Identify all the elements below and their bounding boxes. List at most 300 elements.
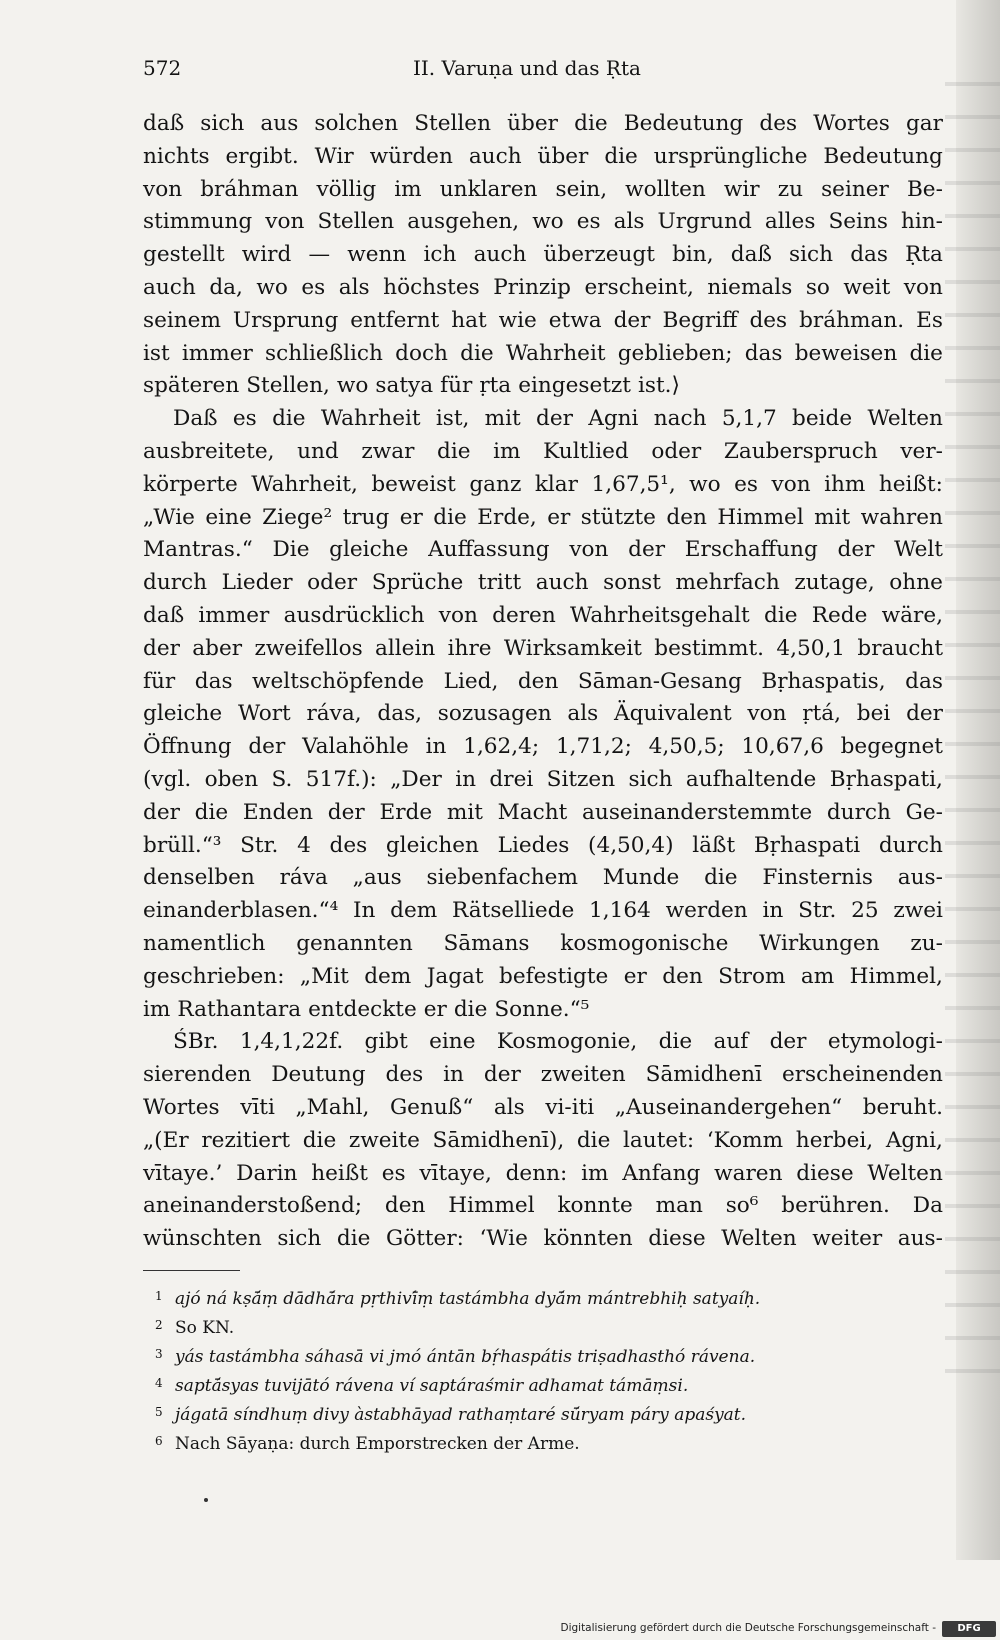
word: zweifellos xyxy=(254,635,363,661)
word: Bṛhaspati, xyxy=(829,766,943,792)
word: kosmogonische xyxy=(560,930,729,956)
stray-mark xyxy=(204,1498,208,1502)
text-line xyxy=(143,338,943,371)
dfg-logo: DFG xyxy=(942,1621,996,1637)
footnote xyxy=(155,1428,935,1457)
word: Wirkungen xyxy=(759,930,880,956)
word: weltschöpfende xyxy=(252,668,425,694)
word: sich xyxy=(628,766,673,792)
word: erscheint, xyxy=(584,274,694,300)
word: wo xyxy=(336,373,369,399)
word: Wortes xyxy=(813,111,890,136)
word: gibt xyxy=(364,1029,408,1055)
word: berühren. xyxy=(781,1193,890,1219)
word: zwei xyxy=(893,898,943,924)
word: 1,164 xyxy=(589,898,651,924)
word: Welt xyxy=(894,537,943,563)
footnote-divider xyxy=(143,1270,240,1271)
word: der xyxy=(143,635,180,661)
word: Lied, xyxy=(443,668,499,694)
text-line xyxy=(143,994,943,1027)
word: Bṛhaspati xyxy=(753,832,861,858)
word: die xyxy=(764,602,798,628)
footnote-text: So KN. xyxy=(175,1318,235,1338)
word: Es xyxy=(916,307,943,333)
word: der xyxy=(327,799,365,825)
word: bestimmt. xyxy=(654,635,765,661)
word: Die xyxy=(272,537,310,563)
word: Liedes xyxy=(497,832,570,858)
word: ŚBr. xyxy=(173,1029,219,1055)
word: wünschten xyxy=(143,1226,262,1252)
word: Wort xyxy=(237,701,291,727)
word: etwa xyxy=(548,307,602,333)
word: nichts xyxy=(143,143,210,169)
word: Rathantara xyxy=(177,996,302,1022)
word: „(Er xyxy=(143,1127,189,1153)
word: für xyxy=(143,668,176,694)
word: Öffnung xyxy=(143,734,232,760)
word: von xyxy=(265,209,305,235)
word: ‘Wie xyxy=(479,1226,528,1252)
word: so⁶ xyxy=(725,1193,759,1219)
word: seiner xyxy=(821,176,889,202)
footnote-text: Nach Sāyaṇa: durch Emporstrecken der Arme. xyxy=(175,1434,580,1454)
word: Agni, xyxy=(885,1127,943,1153)
footnote-text: saptā́syas tuvijātó rávena ví saptáraśmir adhamat támāṃsi. xyxy=(175,1376,689,1396)
word: Wahrheitsgehalt xyxy=(570,602,750,628)
word: Strom xyxy=(718,963,786,989)
word: genannten xyxy=(296,930,413,956)
word: lautet: xyxy=(623,1127,695,1153)
word: vītaye.’ xyxy=(143,1160,223,1186)
text-line xyxy=(143,239,943,272)
word: 1,67,5¹, xyxy=(591,471,676,497)
word: „Wie xyxy=(143,504,195,530)
word: mit xyxy=(484,406,521,432)
word: entdeckte xyxy=(308,996,417,1022)
word: über xyxy=(537,143,589,169)
word: (vgl. xyxy=(143,766,192,792)
word: er xyxy=(547,504,571,530)
word: im xyxy=(143,996,171,1022)
word: durch xyxy=(143,570,208,596)
word: siebenfachem xyxy=(426,865,578,891)
word: Ursprung xyxy=(232,307,339,333)
word: trug xyxy=(342,504,390,530)
word: aus- xyxy=(897,1226,943,1252)
word: des xyxy=(329,832,368,858)
word: eingesetzt xyxy=(518,373,631,399)
word: aneinanderstoßend; xyxy=(143,1193,363,1219)
page-header xyxy=(143,56,943,88)
word: (4,50,4) xyxy=(588,832,674,858)
text-line xyxy=(143,534,943,567)
word: unklaren xyxy=(439,176,538,202)
word: am xyxy=(800,963,835,989)
word: Äquivalent xyxy=(614,701,732,727)
word: als xyxy=(493,1094,525,1120)
word: wo xyxy=(689,471,721,497)
word: zutage, xyxy=(794,570,875,596)
word: 5,1,7 xyxy=(721,406,777,432)
footnote-text: jágatā síndhuṃ divy àstabhāyad rathaṃtaré sū́ryam páry apaśyat. xyxy=(175,1405,747,1425)
text-line xyxy=(143,567,943,600)
word: von xyxy=(438,602,478,628)
word: solchen xyxy=(314,111,399,136)
word: immer xyxy=(181,340,253,366)
word: bráhman xyxy=(200,176,299,202)
word: Wir xyxy=(314,143,354,169)
word: Stellen, xyxy=(246,373,330,399)
word: den xyxy=(666,504,707,530)
word: völlig xyxy=(316,176,377,202)
word: Wortes xyxy=(143,1094,220,1120)
text-line xyxy=(143,830,943,863)
word: denn: xyxy=(505,1160,568,1186)
word: Daß xyxy=(173,406,218,432)
funding-note: Digitalisierung gefördert durch die Deutsche Forschungsgemeinschaft - xyxy=(560,1622,936,1634)
word: daß xyxy=(730,242,772,268)
word: den xyxy=(517,668,559,694)
word: es xyxy=(232,406,257,432)
word: 10,67,6 xyxy=(741,734,824,760)
word: der xyxy=(143,799,180,825)
word: niemals xyxy=(707,274,793,300)
text-line xyxy=(143,764,943,797)
word: auch xyxy=(473,242,527,268)
word: „aus xyxy=(352,865,402,891)
text-line xyxy=(143,370,943,403)
word: wir xyxy=(723,176,760,202)
word: zwar xyxy=(361,438,415,464)
word: 1,71,2; xyxy=(555,734,632,760)
word: Sāmidhenī xyxy=(645,1062,762,1088)
footnote-number: 6 xyxy=(155,1434,163,1448)
word: Seins xyxy=(828,209,888,235)
word: höchstes xyxy=(383,274,480,300)
word: er xyxy=(623,963,647,989)
word: sich xyxy=(200,111,245,136)
word: Urgrund xyxy=(657,209,752,235)
word: das xyxy=(194,668,233,694)
word: ver- xyxy=(900,438,943,464)
word: Lieder xyxy=(221,570,293,596)
word: den xyxy=(662,963,703,989)
word: auch xyxy=(468,143,522,169)
word: mehrfach xyxy=(675,570,780,596)
word: das, xyxy=(377,701,423,727)
word: es xyxy=(301,274,326,300)
word: „Der xyxy=(390,766,442,792)
word: er xyxy=(399,504,423,530)
text-line xyxy=(143,403,943,436)
text-line xyxy=(143,698,943,731)
word: im xyxy=(581,1160,609,1186)
word: In xyxy=(352,898,376,924)
word: Wahrheit xyxy=(320,406,421,432)
text-line xyxy=(143,206,943,239)
text-line xyxy=(143,1158,943,1191)
word: in xyxy=(762,898,784,924)
word: „Mit xyxy=(299,963,349,989)
word: S. xyxy=(271,766,293,792)
word: der xyxy=(628,537,666,563)
word: Mantras.“ xyxy=(143,537,253,563)
word: die xyxy=(604,143,638,169)
word: Be- xyxy=(906,176,943,202)
word: werden xyxy=(665,898,748,924)
word: aber xyxy=(192,635,243,661)
word: geschrieben: xyxy=(143,963,285,989)
word: das xyxy=(905,668,943,694)
word: denselben xyxy=(143,865,255,891)
word: das xyxy=(744,340,783,366)
word: Sāmidhenī), xyxy=(432,1127,565,1153)
word: Da xyxy=(912,1193,943,1219)
word: hat xyxy=(451,307,487,333)
word: Götter: xyxy=(385,1226,464,1252)
word: des xyxy=(749,307,788,333)
word: auch xyxy=(535,570,589,596)
word: mit xyxy=(814,504,851,530)
word: die xyxy=(272,406,306,432)
word: wo xyxy=(532,209,564,235)
word: waren xyxy=(714,1160,783,1186)
word: die xyxy=(433,504,467,530)
text-line xyxy=(143,666,943,699)
word: Deutung xyxy=(271,1062,366,1088)
word: wahren xyxy=(860,504,943,530)
footnotes xyxy=(155,1283,935,1457)
word: beweisen xyxy=(794,340,898,366)
word: Str. xyxy=(798,898,837,924)
word: auch xyxy=(143,274,196,300)
word: heißt xyxy=(311,1160,368,1186)
word: die xyxy=(658,1029,693,1055)
word: dem xyxy=(364,963,412,989)
word: diese xyxy=(796,1160,854,1186)
word: bin, xyxy=(672,242,714,268)
word: ohne xyxy=(889,570,943,596)
word: dem xyxy=(390,898,438,924)
text-line xyxy=(143,928,943,961)
word: vi-iti xyxy=(545,1094,595,1120)
word: in xyxy=(425,734,447,760)
word: erscheinenden xyxy=(781,1062,943,1088)
word: allein xyxy=(375,635,436,661)
word: von xyxy=(903,274,943,300)
word: ṛta xyxy=(479,373,512,399)
word: als xyxy=(338,274,370,300)
word: immer xyxy=(198,602,270,628)
word: die xyxy=(302,1127,337,1153)
footnote xyxy=(155,1341,935,1370)
word: ist, xyxy=(435,406,470,432)
word: späteren xyxy=(143,373,240,399)
word: Rede xyxy=(811,602,868,628)
word: 517f.): xyxy=(305,766,377,792)
word: eine xyxy=(205,504,252,530)
word: es xyxy=(576,209,601,235)
word: Prinzip xyxy=(493,274,571,300)
word: ist.⟩ xyxy=(637,373,680,399)
word: Macht xyxy=(497,799,568,825)
word: herbei, xyxy=(795,1127,874,1153)
word: gestellt xyxy=(143,242,225,268)
text-line xyxy=(143,141,943,174)
word: Genuß“ xyxy=(389,1094,474,1120)
text-line xyxy=(143,1125,943,1158)
word: stützte xyxy=(580,504,656,530)
word: der xyxy=(483,1062,521,1088)
word: bei xyxy=(856,701,891,727)
word: Himmel, xyxy=(849,963,943,989)
word: ganz xyxy=(469,471,522,497)
word: sierenden xyxy=(143,1062,252,1088)
word: gleiche xyxy=(329,537,409,563)
text-line xyxy=(143,961,943,994)
word: daß xyxy=(143,602,185,628)
word: als xyxy=(613,209,645,235)
word: Wirksamkeit xyxy=(503,635,642,661)
word: der xyxy=(906,701,943,727)
word: geblieben; xyxy=(617,340,733,366)
word: einanderblasen.“⁴ xyxy=(143,898,339,924)
word: für xyxy=(440,373,473,399)
word: Erde xyxy=(379,799,433,825)
text-line xyxy=(143,1092,943,1125)
word: oben xyxy=(204,766,259,792)
word: der xyxy=(536,406,573,432)
word: ist xyxy=(143,340,170,366)
word: nach xyxy=(653,406,707,432)
text-line xyxy=(143,469,943,502)
text-line xyxy=(143,731,943,764)
word: stimmung xyxy=(143,209,253,235)
word: Ge- xyxy=(905,799,943,825)
word: heißt: xyxy=(878,471,943,497)
word: daß xyxy=(143,111,185,136)
word: etymologi- xyxy=(827,1029,943,1055)
word: ṛtá, xyxy=(802,701,842,727)
word: rezitiert xyxy=(201,1127,291,1153)
word: weit xyxy=(843,274,891,300)
footnote xyxy=(155,1370,935,1399)
word: Welten xyxy=(867,406,943,432)
word: der xyxy=(769,1029,807,1055)
word: Himmel xyxy=(448,1193,535,1219)
word: ráva, xyxy=(306,701,362,727)
word: im xyxy=(493,438,521,464)
word: das xyxy=(850,242,888,268)
word: deren xyxy=(492,602,556,628)
word: von xyxy=(143,176,183,202)
word: Wahrheit xyxy=(505,340,606,366)
word: die xyxy=(460,340,494,366)
word: wollten xyxy=(625,176,706,202)
word: zu- xyxy=(910,930,943,956)
word: Kosmogonie, xyxy=(496,1029,638,1055)
word: läßt xyxy=(692,832,736,858)
word: ihm xyxy=(824,471,866,497)
word: aufhaltende xyxy=(685,766,817,792)
word: Sprüche xyxy=(371,570,464,596)
footnote-number: 5 xyxy=(155,1405,163,1419)
word: beruht. xyxy=(862,1094,943,1120)
word: wäre, xyxy=(881,602,943,628)
word: des xyxy=(385,1062,424,1088)
word: gleiche xyxy=(143,701,223,727)
word: weiter xyxy=(812,1226,883,1252)
word: — xyxy=(308,242,331,268)
text-line xyxy=(143,797,943,830)
text-line xyxy=(143,895,943,928)
word: mit xyxy=(446,799,483,825)
word: Agni xyxy=(588,406,639,432)
word: wo xyxy=(256,274,288,300)
word: sich xyxy=(789,242,834,268)
footnote xyxy=(155,1399,935,1428)
word: ergibt. xyxy=(225,143,299,169)
text-line xyxy=(143,436,943,469)
word: oder xyxy=(307,570,358,596)
word: bráhman. xyxy=(799,307,905,333)
word: wie xyxy=(498,307,537,333)
word: Ṛta xyxy=(905,242,943,268)
word: auseinanderstemmte xyxy=(582,799,813,825)
word: Kultlied xyxy=(543,438,629,464)
word: Jagat xyxy=(426,963,484,989)
word: Enden xyxy=(242,799,314,825)
word: die xyxy=(194,799,229,825)
word: doch xyxy=(395,340,448,366)
word: tritt xyxy=(477,570,522,596)
bleed-through-text xyxy=(945,60,1000,1400)
word: Anfang xyxy=(622,1160,701,1186)
word: Sāman-Gesang xyxy=(577,668,742,694)
word: wird xyxy=(241,242,292,268)
word: überzeugt xyxy=(543,242,655,268)
footnote-number: 4 xyxy=(155,1376,163,1390)
text-line xyxy=(143,305,943,338)
word: Auffassung xyxy=(428,537,550,563)
word: so xyxy=(805,274,830,300)
word: durch xyxy=(878,832,943,858)
word: vītaye, xyxy=(419,1160,492,1186)
word: zu xyxy=(777,176,803,202)
word: die xyxy=(453,996,488,1022)
word: braucht xyxy=(857,635,943,661)
word: 1,4,1,22f. xyxy=(239,1029,344,1055)
word: körperte xyxy=(143,471,238,497)
footnote-text: ajó ná kṣā́ṃ dādhā́ra pṛthivī́ṃ tastámbha dyā́m mántrebhiḥ satyaíḥ. xyxy=(175,1289,761,1309)
body-text xyxy=(143,108,943,1256)
word: schließlich xyxy=(265,340,383,366)
word: sonst xyxy=(603,570,661,596)
word: Wahrheit, xyxy=(251,471,358,497)
word: Str. xyxy=(240,832,279,858)
text-line xyxy=(143,600,943,633)
word: oder xyxy=(651,438,702,464)
word: die xyxy=(437,438,471,464)
text-line xyxy=(143,1026,943,1059)
word: 4 xyxy=(297,832,311,858)
text-line xyxy=(143,1190,943,1223)
word: eine xyxy=(429,1029,476,1055)
word: die xyxy=(704,865,738,891)
text-line xyxy=(143,272,943,305)
